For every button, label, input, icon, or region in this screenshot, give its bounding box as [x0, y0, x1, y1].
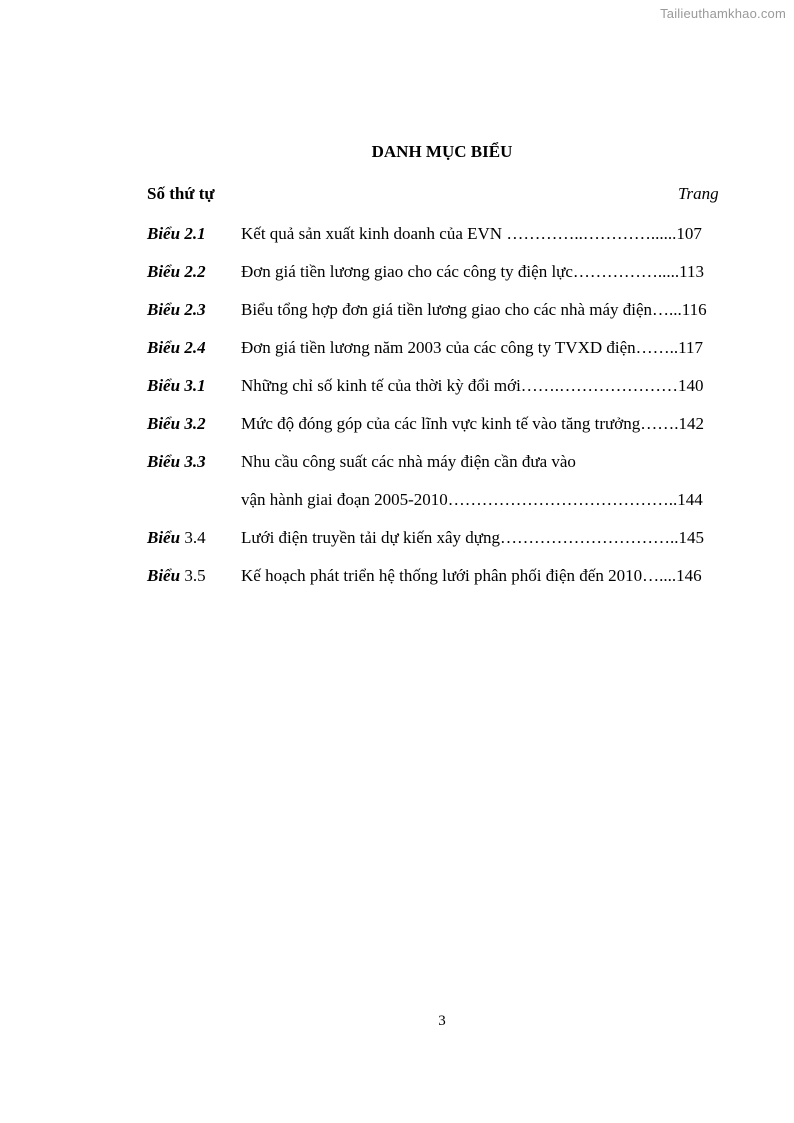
entry-number: 3.1 [184, 376, 206, 395]
entry-label [147, 300, 206, 320]
entry-text: Biểu tổng hợp đơn giá tiền lương giao cho các nhà máy điện…...116 [241, 300, 707, 319]
entry-text: Đơn giá tiền lương năm 2003 của các công ty TVXD điện……..117 [241, 338, 704, 357]
entry-number: 2.1 [184, 224, 206, 243]
entry-word: Biểu [147, 414, 181, 433]
entry-label [147, 338, 206, 358]
toc-entry [147, 414, 747, 452]
page-title: DANH MỤC BIỂU [371, 142, 513, 161]
toc-entry [147, 262, 747, 300]
entry-number: 2.4 [184, 338, 206, 357]
entry-text: Kế hoạch phát triển hệ thống lưới phân phối điện đến 2010…....146 [241, 566, 702, 585]
column-header-page: Trang [678, 184, 719, 203]
entry-number: 3.2 [184, 414, 206, 433]
entry-label [147, 414, 206, 434]
entry-word: Biểu [147, 262, 181, 281]
entry-text: Những chỉ số kinh tế của thời kỳ đổi mới…….…………………140 [241, 376, 704, 395]
toc-entry [147, 566, 747, 604]
page-number: 3 [438, 1013, 446, 1029]
toc-entry-continuation [147, 490, 747, 528]
entry-text: Kết quả sản xuất kinh doanh của EVN …………..…………......107 [241, 224, 702, 243]
entry-word: Biểu [147, 300, 181, 319]
entry-label [147, 566, 206, 586]
toc-entry [147, 338, 747, 376]
table-of-charts [147, 224, 747, 604]
watermark: Tailieuthamkhao.com [660, 6, 786, 21]
entry-text: vận hành giai đoạn 2005-2010…………………………………..144 [241, 490, 703, 509]
entry-label [147, 376, 206, 396]
entry-word: Biểu [147, 224, 181, 243]
entry-number: 3.5 [184, 566, 206, 585]
entry-word: Biểu [147, 566, 181, 585]
entry-number: 3.3 [184, 452, 206, 471]
entry-word: Biểu [147, 452, 181, 471]
entry-word: Biểu [147, 528, 181, 547]
entry-label [147, 452, 206, 472]
entry-number: 2.3 [184, 300, 206, 319]
entry-word: Biểu [147, 338, 181, 357]
column-header-number: Số thứ tự [147, 184, 215, 203]
entry-text: Mức độ đóng góp của các lĩnh vực kinh tế vào tăng trưởng…….142 [241, 414, 704, 433]
entry-number: 3.4 [184, 528, 206, 547]
toc-entry [147, 452, 747, 490]
entry-label [147, 224, 206, 244]
entry-number: 2.2 [184, 262, 206, 281]
toc-entry [147, 528, 747, 566]
entry-label [147, 262, 206, 282]
toc-entry [147, 376, 747, 414]
entry-text: Lưới điện truyền tải dự kiến xây dựng…………………………..145 [241, 528, 704, 547]
toc-entry [147, 224, 747, 262]
entry-text: Đơn giá tiền lương giao cho các công ty điện lực…………….....113 [241, 262, 705, 281]
entry-label [147, 528, 206, 548]
entry-word: Biểu [147, 376, 181, 395]
entry-text: Nhu cầu công suất các nhà máy điện cần đưa vào [241, 452, 576, 471]
toc-entry [147, 300, 747, 338]
